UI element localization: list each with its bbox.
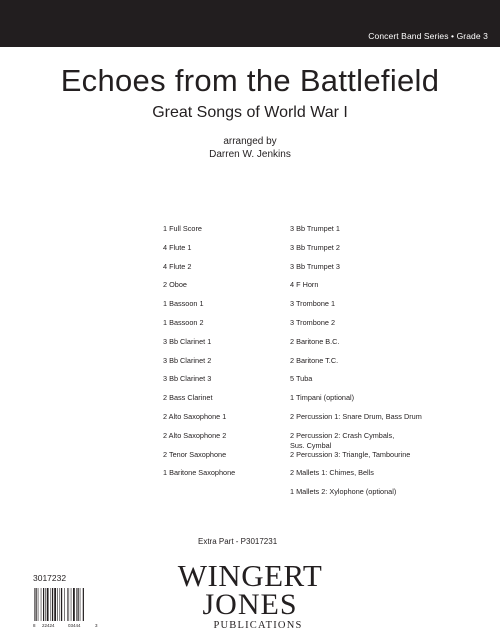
catalog-number: 3017232	[33, 573, 67, 583]
barcode-digit-left: 8	[33, 623, 36, 628]
logo-jones: JONES	[202, 588, 298, 621]
part-item-right: 3 Bb Trumpet 3	[290, 261, 340, 271]
part-item-right: 3 Bb Trumpet 1	[290, 224, 340, 233]
part-item-left: 3 Bb Clarinet 3	[163, 374, 212, 384]
part-item-left: 4 Flute 2	[163, 261, 192, 271]
arranged-by-label: arranged by	[223, 136, 277, 147]
part-item-right: 2 Percussion 1: Snare Drum, Bass Drum	[290, 412, 422, 421]
part-item-left: 2 Oboe	[163, 280, 187, 290]
part-item-left: 1 Bassoon 2	[163, 318, 204, 327]
barcode-bar	[54, 588, 56, 621]
barcode-bar	[43, 588, 44, 621]
barcode-bar	[80, 588, 81, 621]
part-item-right: 2 Percussion 2: Crash Cymbals, Sus. Cymbal	[290, 430, 395, 450]
barcode-bar	[73, 588, 75, 621]
part-item-left: 3 Bb Clarinet 1	[163, 336, 212, 346]
barcode-bar	[38, 588, 39, 621]
part-item-right: 4 F Horn	[290, 280, 319, 290]
part-item-left: 1 Bassoon 1	[163, 299, 204, 309]
part-item-right: 1 Timpani (optional)	[290, 393, 355, 403]
barcode-bar	[61, 588, 62, 621]
barcode-bar	[60, 588, 61, 621]
part-item-right: 2 Percussion 3: Triangle, Tambourine	[290, 449, 411, 459]
header-bar	[0, 0, 500, 47]
part-item-right: 2 Mallets 1: Chimes, Bells	[290, 468, 374, 478]
publisher-logo	[160, 556, 340, 630]
barcode-bar	[47, 588, 49, 621]
barcode-bar	[34, 588, 35, 621]
logo-publications: PUBLICATIONS	[213, 620, 303, 630]
part-item-left: 2 Alto Saxophone 2	[163, 430, 227, 440]
part-item-right: 2 Baritone B.C.	[290, 336, 340, 346]
part-item-left: 3 Bb Clarinet 2	[163, 355, 212, 365]
part-item-left: 1 Full Score	[163, 224, 202, 233]
extra-part-note: Extra Part - P3017231	[198, 537, 278, 546]
part-item-right: 3 Trombone 1	[290, 299, 336, 309]
part-item-right: 3 Trombone 2	[290, 318, 336, 327]
page-title: Echoes from the Battlefield	[60, 63, 440, 98]
arranger-name: Darren W. Jenkins	[209, 149, 291, 160]
series-label: Concert Band Series • Grade 3	[368, 31, 488, 41]
barcode-bar	[67, 588, 68, 621]
part-item-right: 1 Mallets 2: Xylophone (optional)	[290, 487, 397, 497]
barcode-bar	[45, 588, 46, 621]
barcode-bar	[52, 588, 53, 621]
barcode-digits-group2: 03444	[68, 623, 81, 628]
barcode-bars	[34, 588, 84, 621]
barcode-bar	[71, 588, 72, 621]
barcode	[31, 586, 101, 628]
part-item-left: 2 Bass Clarinet	[163, 393, 213, 403]
barcode-bar	[64, 588, 65, 621]
barcode-bar	[69, 588, 70, 621]
barcode-digits-group1: 22424	[42, 623, 55, 628]
part-item-right: 2 Baritone T.C.	[290, 355, 339, 365]
barcode-digit-right: 3	[95, 623, 98, 628]
subtitle: Great Songs of World War I	[152, 104, 348, 121]
part-item-left: 2 Tenor Saxophone	[163, 449, 227, 459]
barcode-bar	[41, 588, 42, 621]
logo-wingert: WINGERT	[177, 558, 323, 593]
barcode-bar	[83, 588, 84, 621]
part-item-right: 5 Tuba	[290, 374, 313, 384]
part-item-right: 3 Bb Trumpet 2	[290, 242, 340, 252]
barcode-bar	[51, 588, 52, 621]
part-item-left: 4 Flute 1	[163, 242, 192, 252]
part-item-left: 2 Alto Saxophone 1	[163, 412, 227, 421]
barcode-bar	[78, 588, 79, 621]
barcode-bar	[57, 588, 58, 621]
barcode-bar	[36, 588, 37, 621]
barcode-bar	[76, 588, 77, 621]
part-item-left: 1 Baritone Saxophone	[163, 468, 236, 478]
